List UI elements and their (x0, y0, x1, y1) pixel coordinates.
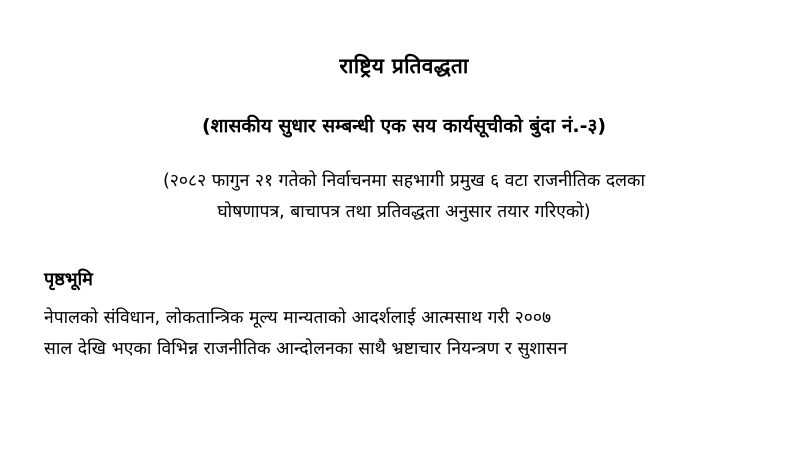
parenthetical-note (44, 166, 764, 227)
document-page (0, 52, 808, 458)
page-title: राष्ट्रिय प्रतिवद्धता (339, 54, 469, 78)
body-paragraph (44, 303, 764, 365)
body-line: साल देखि भएका विभिन्न राजनीतिक आन्दोलनका साथै भ्रष्टाचार नियन्त्रण र सुशासन (44, 339, 568, 360)
note-line: घोषणापत्र, बाचापत्र तथा प्रतिवद्धता अनुसार तयार गरिएको) (217, 201, 591, 222)
body-line: नेपालको संविधान, लोकतान्त्रिक मूल्य मान्यताको आदर्शलाई आत्मसाथ गरी २००७ (44, 308, 552, 329)
note-line: (२०८२ फागुन २१ गतेको निर्वाचनमा सहभागी प्रमुख ६ वटा राजनीतिक दलका (162, 171, 646, 191)
page-subtitle: (शासकीय सुधार सम्बन्धी एक सय कार्यसूचीको बुंदा नं.-३) (201, 115, 607, 137)
section-heading-background: पृष्ठभूमि (44, 269, 93, 291)
